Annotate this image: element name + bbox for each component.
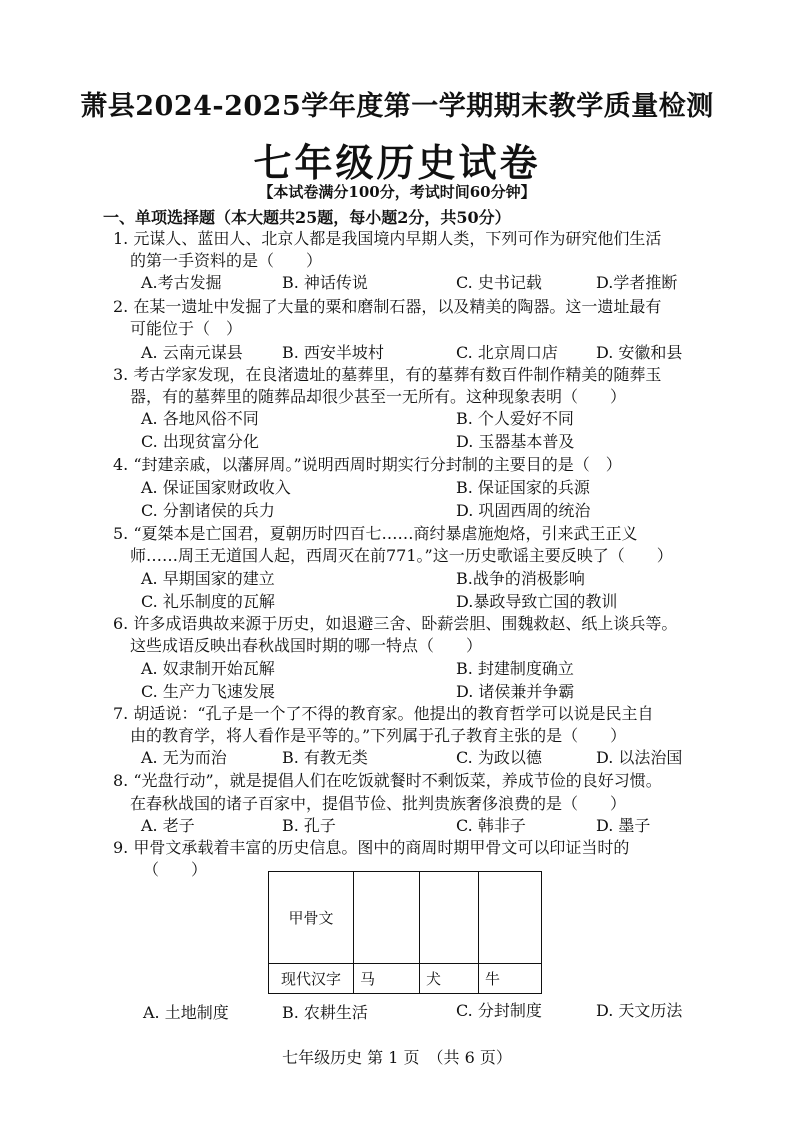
question-6-line-1: 6. 许多成语典故来源于历史，如退避三舍、卧薪尝胆、围魏救赵、纸上谈兵等。 (113, 614, 678, 633)
question-9-option-c: C. 分封制度 (456, 1001, 542, 1020)
question-9-line-2: （ ） (143, 860, 208, 879)
question-2-line-1: 2. 在某一遗址中发掘了大量的粟和磨制石器，以及精美的陶器。这一遗址最有 (113, 297, 662, 316)
question-9-option-b: B. 农耕生活 (282, 1003, 368, 1022)
question-1-option-d: D.学者推断 (596, 273, 678, 292)
question-1-option-c: C. 史书记载 (456, 273, 542, 292)
question-1-line-2: 的第一手资料的是（ ） (130, 251, 323, 270)
question-8-option-d: D. 墨子 (596, 816, 651, 835)
oracle-row-label: 甲骨文 (269, 872, 354, 964)
question-7-line-2: 由的教育学，将人看作是平等的。”下列属于孔子教育主张的是（ ） (130, 726, 627, 745)
question-3-option-c: C. 出现贫富分化 (141, 432, 259, 451)
question-3-option-b: B. 个人爱好不同 (456, 409, 574, 428)
question-8-line-1: 8. “光盘行动”，就是提倡人们在吃饭就餐时不剩饭菜，养成节俭的良好习惯。 (113, 771, 662, 790)
question-8-option-c: C. 韩非子 (456, 816, 526, 835)
modern-char-dog: 犬 (420, 964, 479, 994)
question-7-option-a: A. 无为而治 (141, 748, 227, 767)
question-1-option-b: B. 神话传说 (282, 273, 368, 292)
question-5-line-1: 5. “夏桀本是亡国君，夏朝历时四百七……商纣暴虐施炮烙，引来武王正义 (113, 524, 638, 543)
question-3-option-a: A. 各地风俗不同 (141, 409, 259, 428)
question-4-option-b: B. 保证国家的兵源 (456, 478, 590, 497)
question-2-option-c: C. 北京周口店 (456, 343, 558, 362)
oracle-glyph-ox (479, 872, 542, 964)
question-7-option-d: D. 以法治国 (596, 748, 683, 767)
oracle-glyph-horse (354, 872, 420, 964)
modern-char-horse: 马 (354, 964, 420, 994)
modern-row-label: 现代汉字 (269, 964, 354, 994)
question-6-line-2: 这些成语反映出春秋战国时期的哪一特点（ ） (130, 636, 483, 655)
oracle-glyph-dog (420, 872, 479, 964)
question-9-option-a: A. 土地制度 (143, 1003, 229, 1022)
page-footer: 七年级历史 第 1 页 （共 6 页） (282, 1048, 512, 1067)
question-1-line-1: 1. 元谋人、蓝田人、北京人都是我国境内早期人类，下列可作为研究他们生活 (113, 229, 662, 248)
question-1-option-a: A.考古发掘 (141, 273, 222, 292)
question-6-option-c: C. 生产力飞速发展 (141, 682, 275, 701)
question-2-option-b: B. 西安半坡村 (282, 343, 384, 362)
exam-subtitle: 七年级历史试卷 (253, 140, 541, 185)
question-9-option-d: D. 天文历法 (596, 1001, 683, 1020)
question-4-option-c: C. 分割诸侯的兵力 (141, 501, 275, 520)
question-4-option-a: A. 保证国家财政收入 (141, 478, 291, 497)
question-2-option-a: A. 云南元谋县 (141, 343, 243, 362)
question-8-option-a: A. 老子 (141, 816, 195, 835)
question-6-option-a: A. 奴隶制开始瓦解 (141, 659, 275, 678)
question-5-option-a: A. 早期国家的建立 (141, 569, 275, 588)
question-8-line-2: 在春秋战国的诸子百家中，提倡节俭、批判贵族奢侈浪费的是（ ） (130, 794, 627, 813)
question-9-line-1: 9. 甲骨文承载着丰富的历史信息。图中的商周时期甲骨文可以印证当时的 (113, 838, 630, 857)
exam-note: 【本试卷满分100分，考试时间60分钟】 (258, 183, 536, 201)
exam-title: 萧县2024-2025学年度第一学期期末教学质量检测 (80, 91, 714, 122)
question-5-option-c: C. 礼乐制度的瓦解 (141, 592, 275, 611)
question-8-option-b: B. 孔子 (282, 816, 336, 835)
question-3-option-d: D. 玉器基本普及 (456, 432, 575, 451)
section-heading: 一、单项选择题（本大题共25题，每小题2分，共50分） (103, 208, 511, 227)
question-7-option-b: B. 有教无类 (282, 748, 368, 767)
question-5-line-2: 师……周王无道国人起，西周灭在前771。”这一历史歌谣主要反映了（ ） (130, 546, 673, 565)
question-3-line-1: 3. 考古学家发现，在良渚遗址的墓葬里，有的墓葬有数百件制作精美的随葬玉 (113, 365, 662, 384)
question-4-line-1: 4. “封建亲戚，以藩屏周。”说明西周时期实行分封制的主要目的是（ ） (113, 455, 622, 474)
question-6-option-b: B. 封建制度确立 (456, 659, 574, 678)
modern-char-ox: 牛 (479, 964, 542, 994)
question-5-option-b: B.战争的消极影响 (456, 569, 585, 588)
question-7-line-1: 7. 胡适说：“孔子是一个了不得的教育家。他提出的教育哲学可以说是民主自 (113, 704, 654, 723)
question-2-line-2: 可能位于（ ） (130, 319, 243, 338)
question-2-option-d: D. 安徽和县 (596, 343, 683, 362)
oracle-bone-table (268, 871, 542, 994)
question-6-option-d: D. 诸侯兼并争霸 (456, 682, 575, 701)
question-7-option-c: C. 为政以德 (456, 748, 542, 767)
question-3-line-2: 器，有的墓葬里的随葬品却很少甚至一无所有。这种现象表明（ ） (130, 387, 627, 406)
question-5-option-d: D.暴政导致亡国的教训 (456, 592, 618, 611)
question-4-option-d: D. 巩固西周的统治 (456, 501, 591, 520)
